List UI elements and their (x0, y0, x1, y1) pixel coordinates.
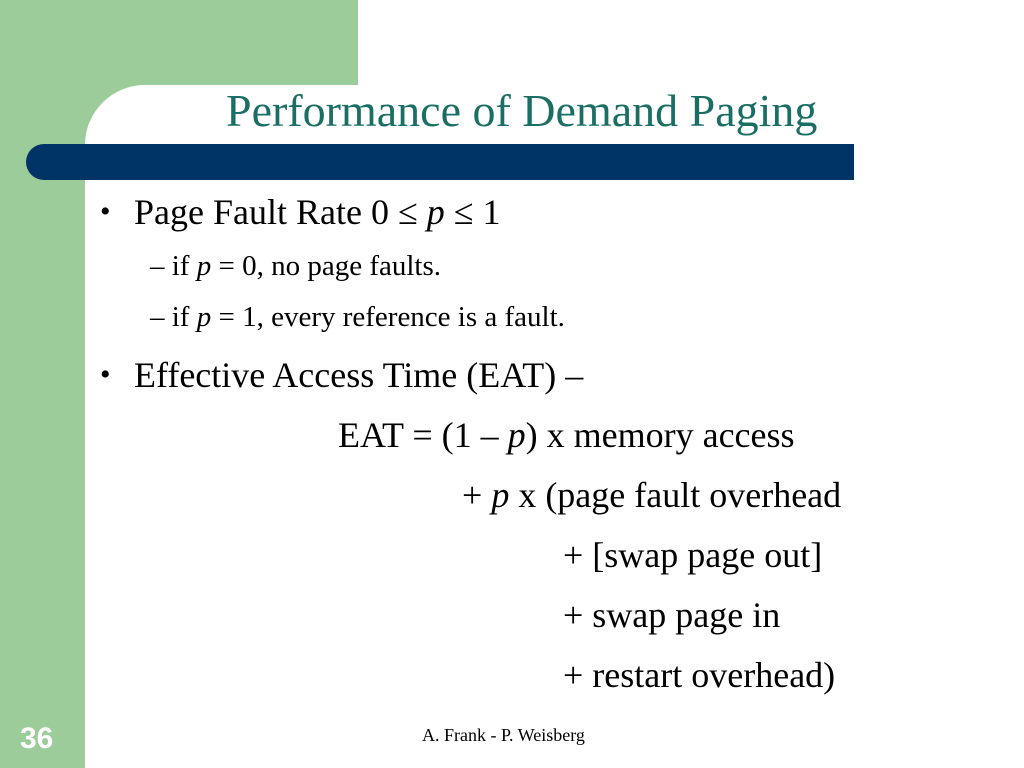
formula-line: + swap page in (563, 595, 781, 635)
variable-p: p (507, 415, 526, 455)
formula-line (462, 477, 841, 513)
sub-bullet-text: – if (150, 250, 197, 282)
footer-author: A. Frank - P. Weisberg (422, 725, 585, 745)
variable-p: p (426, 192, 445, 232)
formula-text: ) x memory access (525, 415, 795, 455)
sub-bullet-p-zero (150, 252, 441, 281)
formula-line (338, 417, 795, 453)
variable-p: p (491, 475, 510, 515)
bullet-dot-icon: • (100, 195, 111, 228)
bullet-eat: Effective Access Time (EAT) – (134, 355, 584, 395)
formula-text: + (462, 475, 492, 515)
bullet-dot-icon: • (100, 358, 111, 391)
slide-title: Performance of Demand Paging (226, 85, 818, 136)
sub-bullet-text: = 0, no page faults. (211, 250, 441, 282)
formula-text: EAT = (1 – (338, 415, 508, 455)
formula-line: + restart overhead) (563, 655, 836, 695)
variable-p: p (196, 250, 212, 282)
bullet-text: Page Fault Rate 0 ≤ (134, 192, 427, 232)
sub-bullet-text: = 1, every reference is a fault. (211, 301, 565, 333)
sub-bullet-p-one (150, 303, 565, 332)
bullet-page-fault-rate (134, 194, 500, 230)
sub-bullet-text: – if (150, 301, 197, 333)
formula-text: x (page fault overhead (509, 475, 842, 515)
variable-p: p (196, 301, 212, 333)
formula-line: + [swap page out] (563, 535, 823, 575)
slide-number: 36 (20, 722, 54, 755)
bullet-text: ≤ 1 (444, 192, 501, 232)
title-underline-bar (26, 144, 854, 180)
